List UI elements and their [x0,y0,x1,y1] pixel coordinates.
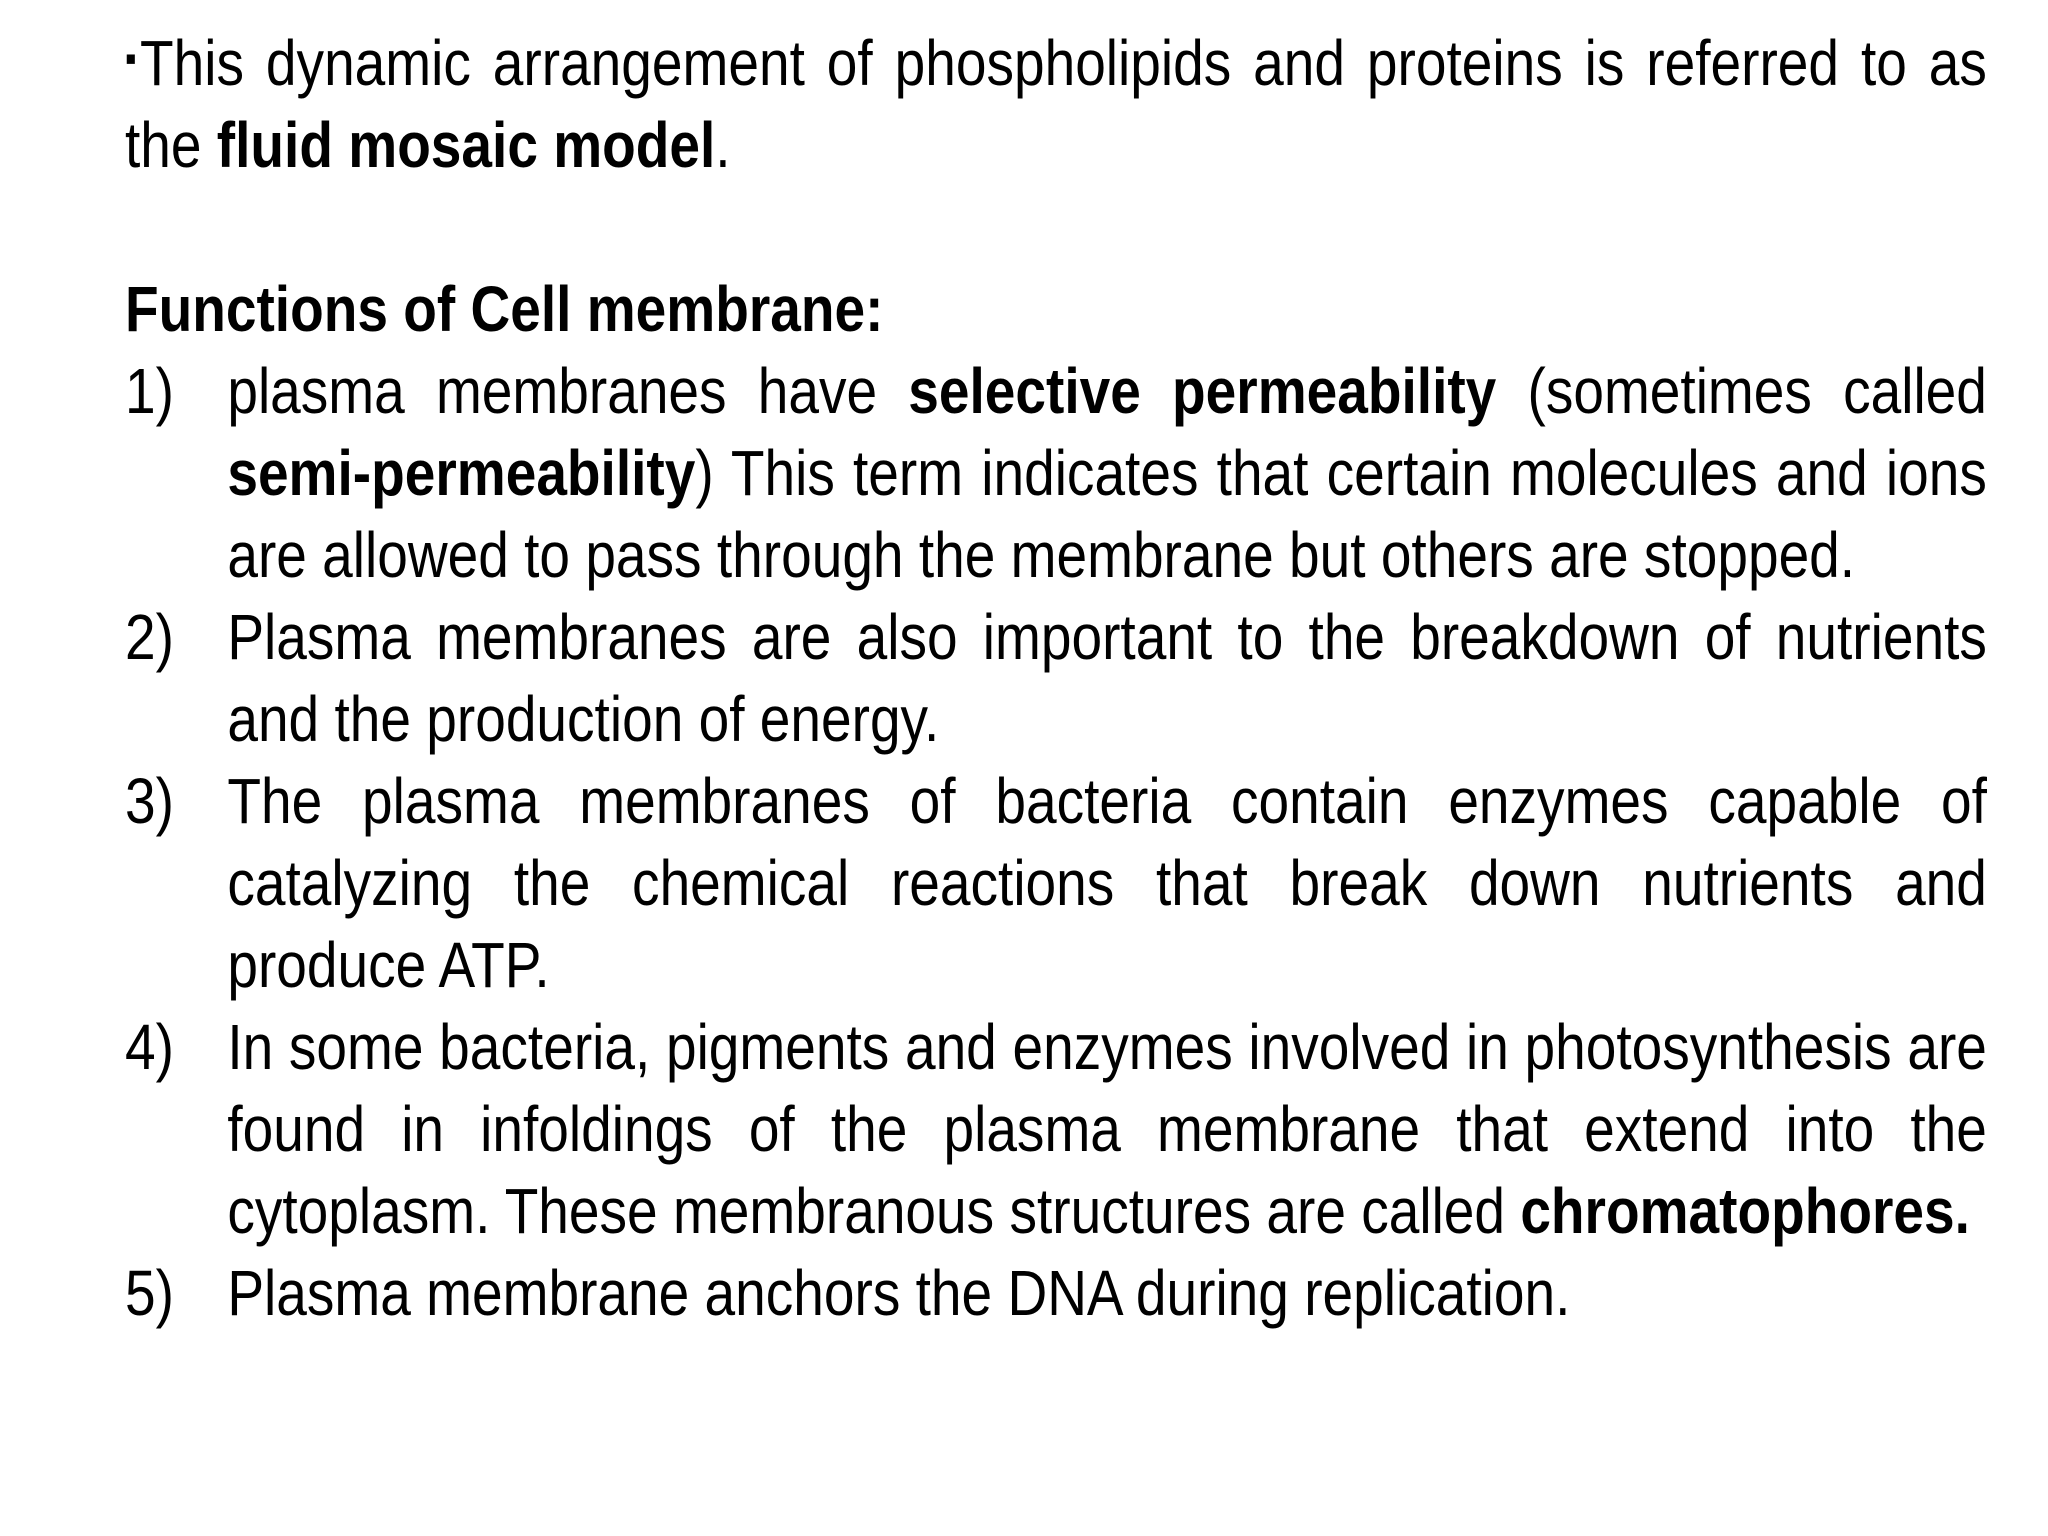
list-item-text: plasma membranes have [227,355,909,427]
fluid-mosaic-model-term: fluid mosaic model [216,109,716,181]
intro-paragraph [125,18,1987,186]
list-item-number: 1) [125,355,174,427]
list-item [125,350,1987,596]
list-item-text: ) This term indicates that certain molecules and ions are allowed to pass through the membrane but others are stopped. [227,437,1987,591]
list-item-number: 2) [125,601,174,673]
document-page [125,18,1987,1334]
intro-period: . [715,109,731,181]
functions-list [125,350,1987,1334]
selective-permeability-term: selective permeability [908,355,1497,427]
list-item-text: Plasma membranes are also important to the breakdown of nutrients and the production of energy. [227,601,1987,755]
square-bullet-icon: ▪ [125,38,137,80]
list-item-text: The plasma membranes of bacteria contain enzymes capable of catalyzing the chemical reactions that break down nutrients and produce ATP. [227,765,1987,1001]
list-item [125,1252,1987,1334]
intro-text: This dynamic arrangement of phospholipids and proteins is referred to as the [125,27,1987,181]
list-item [125,760,1987,1006]
list-item-text: Plasma membrane anchors the DNA during replication. [227,1257,1571,1329]
list-item [125,1006,1987,1252]
list-item-number: 3) [125,765,174,837]
chromatophores-term: chromatophores. [1520,1175,1970,1247]
section-heading: Functions of Cell membrane: [125,273,884,345]
list-item-number: 4) [125,1011,174,1083]
list-item-text: In some bacteria, pigments and enzymes involved in photosynthesis are found in infoldings of the plasma membrane that extend into the cytoplasm. These membranous structures are called [227,1011,1987,1247]
spacer [125,186,1987,268]
list-item [125,596,1987,760]
semi-permeability-term: semi-permeability [227,437,696,509]
list-item-number: 5) [125,1257,174,1329]
list-item-text: (sometimes called [1496,355,1987,427]
